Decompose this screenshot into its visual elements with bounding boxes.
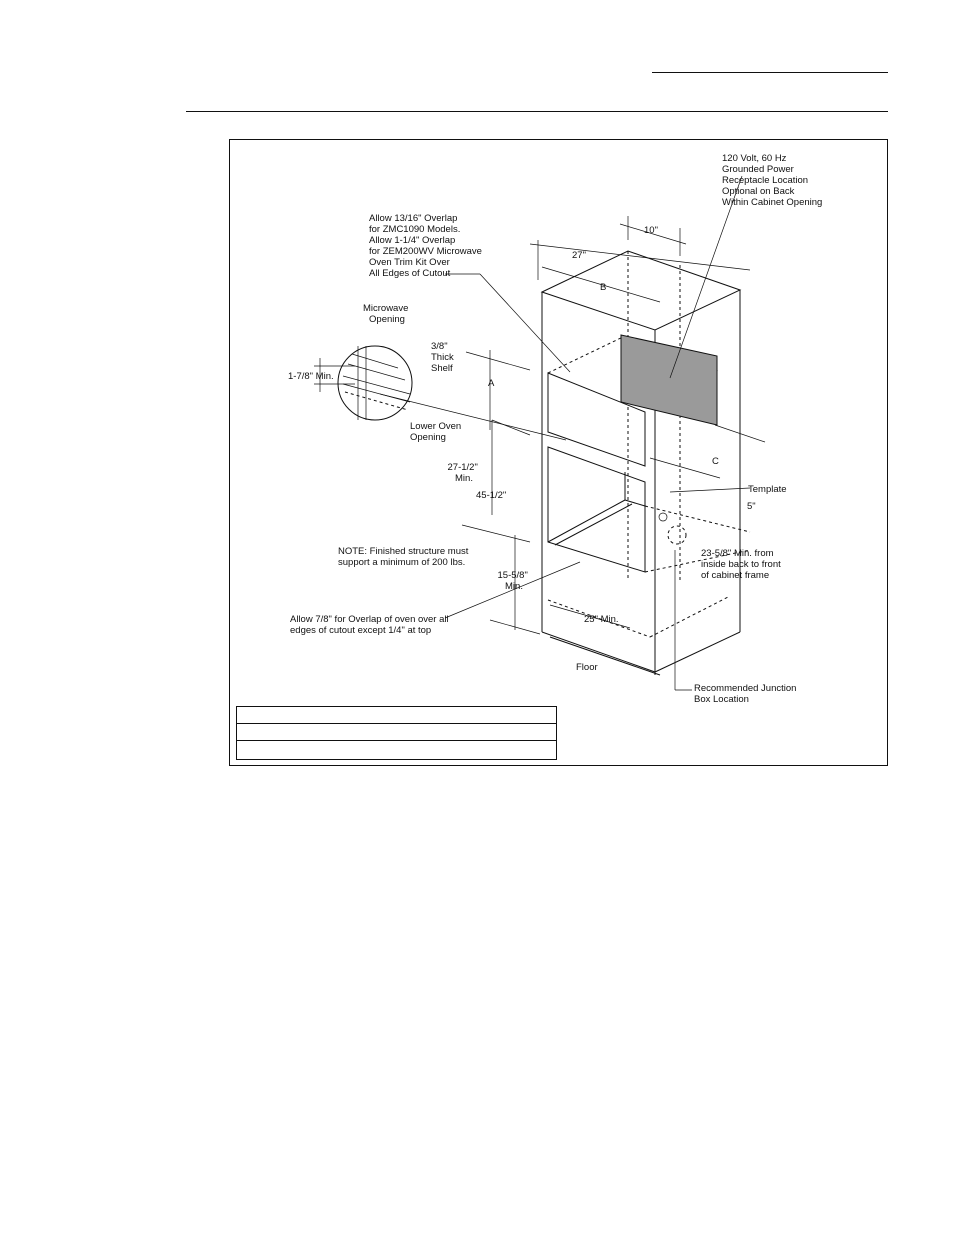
- dim-27: 27": [572, 250, 586, 261]
- dim-27-5: 27-1/2" Min.: [447, 462, 478, 484]
- structure-note: NOTE: Finished structure must support a minimum of 200 lbs.: [338, 546, 469, 568]
- dim-10: 10": [644, 225, 658, 236]
- depth-note: 23-5/8" Min. from inside back to front of cabinet frame: [701, 548, 781, 581]
- dim-45-5: 45-1/2": [476, 490, 507, 501]
- power-note: 120 Volt, 60 Hz Grounded Power Receptacle Location Optional on Back Within Cabinet Opening: [722, 153, 823, 208]
- lower-oven-cutout: [548, 447, 750, 637]
- floor-label: Floor: [576, 662, 598, 673]
- cabinet-drawing: [230, 140, 889, 767]
- receptacle-template-panel: [621, 335, 717, 425]
- template-label: Template: [748, 484, 787, 495]
- installation-diagram: [229, 139, 888, 766]
- table-row: [237, 707, 556, 724]
- oven-overlap-note: Allow 7/8" for Overlap of oven over all edges of cutout except 1/4" at top: [290, 614, 449, 636]
- dim-B: B: [600, 282, 607, 293]
- header-rule-long: [186, 111, 888, 112]
- microwave-opening-label: Microwave Opening: [362, 303, 409, 325]
- cabinet-top: [542, 251, 740, 330]
- header-rule-short: [652, 72, 888, 73]
- dimension-table: [236, 706, 557, 760]
- shelf-note: 3/8" Thick Shelf: [431, 341, 454, 374]
- microwave-cutout: [548, 335, 720, 466]
- overlap-note: Allow 13/16" Overlap for ZMC1090 Models. Allow 1-1/4" Overlap for ZEM200WV Microwave Oven Trim Kit Over All Edges of Cutout: [369, 213, 482, 279]
- dim-A: A: [488, 378, 495, 389]
- dim-15-58: 15-5/8" Min.: [497, 570, 528, 592]
- junction-box-note: Recommended Junction Box Location: [694, 683, 797, 705]
- shelf-detail-circle: [338, 346, 412, 420]
- table-row: [237, 741, 556, 758]
- table-row: [237, 724, 556, 741]
- dim-5: 5": [747, 501, 756, 512]
- min-gap-label: 1-7/8" Min.: [288, 371, 334, 382]
- dim-C: C: [712, 456, 719, 467]
- diagram-labels: [288, 153, 822, 705]
- lower-oven-opening-label: Lower Oven Opening: [410, 421, 462, 443]
- dim-25: 25" Min.: [584, 614, 619, 625]
